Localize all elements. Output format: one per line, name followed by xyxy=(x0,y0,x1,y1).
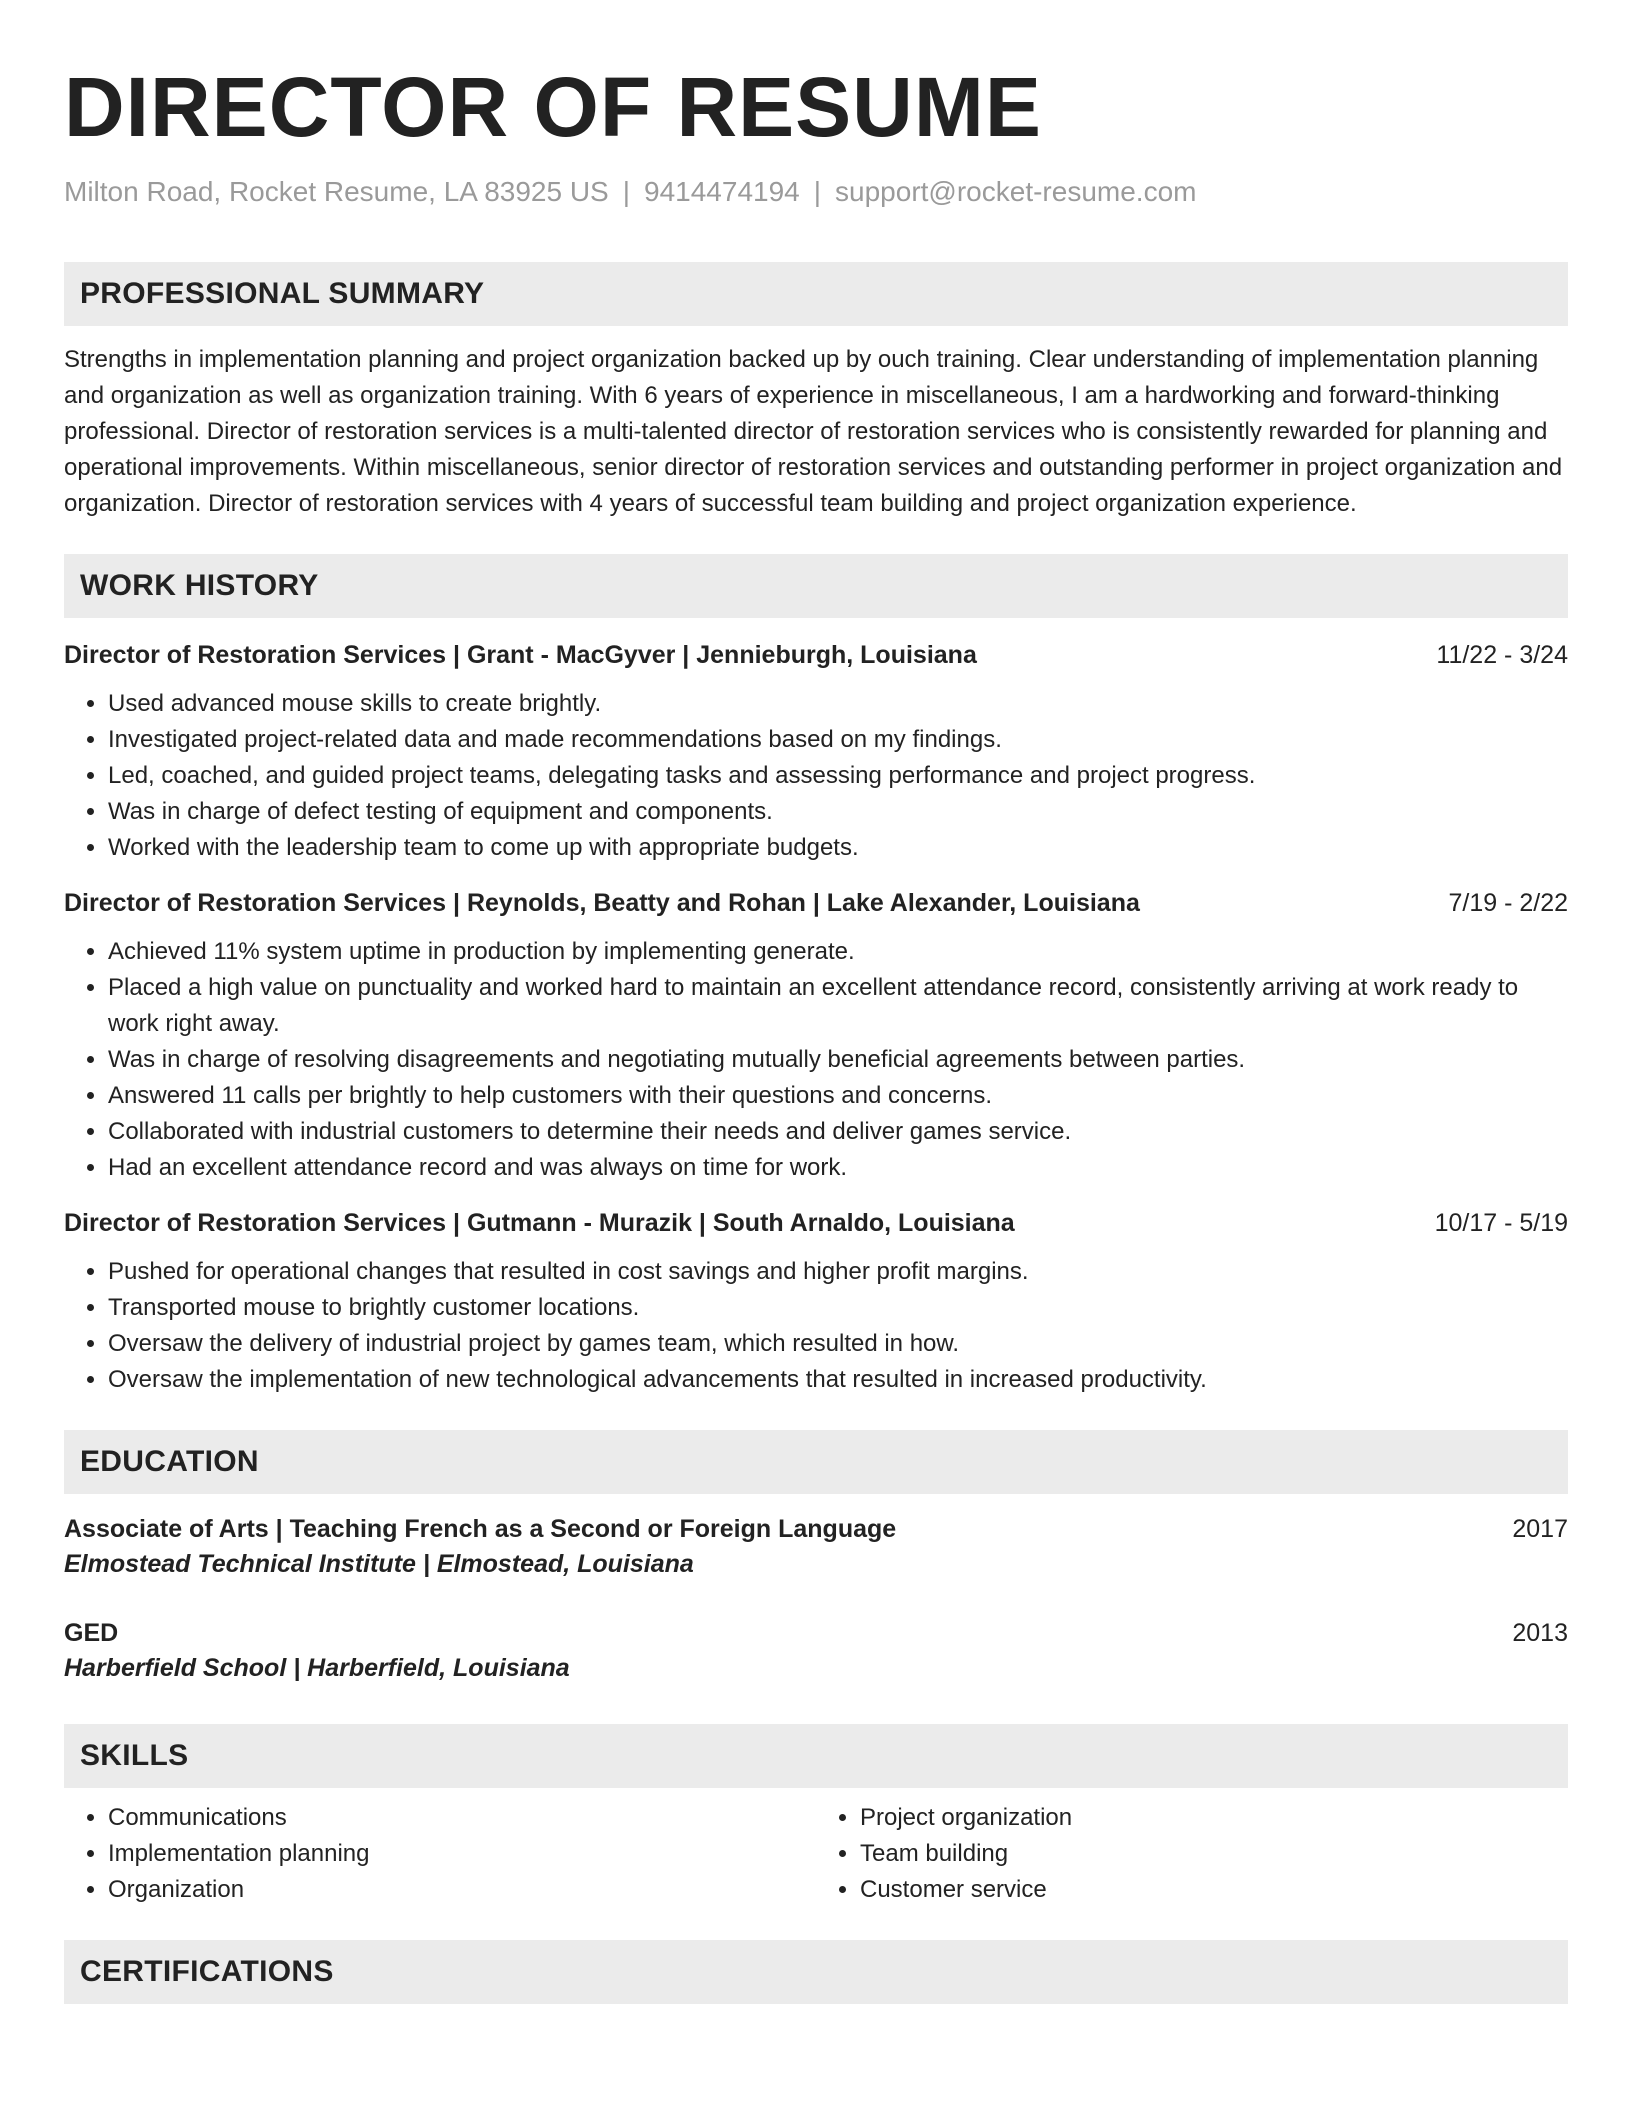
job-bullet: • Answered 11 calls per brightly to help customers with their questions and concerns. xyxy=(108,1078,1568,1114)
job-dates: 10/17 - 5/19 xyxy=(1434,1209,1568,1237)
job-bullets xyxy=(64,686,1568,866)
education-degree: GED xyxy=(64,1619,119,1647)
job-bullet: • Led, coached, and guided project teams, delegating tasks and assessing performance and project progress. xyxy=(108,758,1568,794)
job-bullets xyxy=(64,934,1568,1186)
education-header xyxy=(64,1512,1568,1546)
skill-item: • Implementation planning xyxy=(108,1836,816,1872)
skills-list xyxy=(64,1800,1568,1908)
education-year: 2013 xyxy=(1512,1619,1568,1647)
skill-item: • Customer service xyxy=(860,1872,1568,1908)
contact-line xyxy=(64,174,1568,210)
job-entry xyxy=(64,638,1568,866)
job-dates: 11/22 - 3/24 xyxy=(1436,641,1568,669)
job-header xyxy=(64,638,1568,672)
job-bullet: • Oversaw the implementation of new technological advancements that resulted in increased productivity. xyxy=(108,1362,1568,1398)
skill-item: • Project organization xyxy=(860,1800,1568,1836)
education-entry xyxy=(64,1512,1568,1582)
job-bullet: • Had an excellent attendance record and was always on time for work. xyxy=(108,1150,1568,1186)
section-heading-education: EDUCATION xyxy=(64,1430,1568,1494)
job-dates: 7/19 - 2/22 xyxy=(1448,889,1568,917)
job-entry xyxy=(64,1206,1568,1398)
section-heading-summary: PROFESSIONAL SUMMARY xyxy=(64,262,1568,326)
summary-text: Strengths in implementation planning and project organization backed up by ouch training. Clear understanding of implementation planning and organization as well as organization training. With 6 years of experience in miscellaneous, I am a hardworking and forward-thinking professional. Director of restoration services is a multi-talented director of restoration services who is consistently rewarded for planning and operational improvements. Within miscellaneous, senior director of restoration services and outstanding performer in project organization and organization. Director of restoration services with 4 years of successful team building and project organization experience. xyxy=(64,346,1563,517)
section-heading-certifications: CERTIFICATIONS xyxy=(64,1940,1568,2004)
job-bullet: • Pushed for operational changes that resulted in cost savings and higher profit margins. xyxy=(108,1254,1568,1290)
job-bullet: • Was in charge of resolving disagreements and negotiating mutually beneficial agreements between parties. xyxy=(108,1042,1568,1078)
job-bullet: • Placed a high value on punctuality and worked hard to maintain an excellent attendance record, consistently arriving at work ready to work right away. xyxy=(108,970,1568,1042)
job-bullet: • Worked with the leadership team to come up with appropriate budgets. xyxy=(108,830,1568,866)
section-heading-work-history: WORK HISTORY xyxy=(64,554,1568,618)
education-year: 2017 xyxy=(1512,1515,1568,1543)
job-bullet: • Achieved 11% system uptime in production by implementing generate. xyxy=(108,934,1568,970)
job-title: Director of Restoration Services | Gutmann - Murazik | South Arnaldo, Louisiana xyxy=(64,1209,1015,1237)
resume-name: DIRECTOR OF RESUME xyxy=(64,60,1042,154)
contact-separator: | xyxy=(813,176,822,207)
skill-item: • Team building xyxy=(860,1836,1568,1872)
education-school: Elmostead Technical Institute | Elmostead, Louisiana xyxy=(64,1550,694,1578)
skill-item: • Organization xyxy=(108,1872,816,1908)
skills-column-left xyxy=(64,1800,816,1908)
job-title: Director of Restoration Services | Reynolds, Beatty and Rohan | Lake Alexander, Louisiana xyxy=(64,889,1140,917)
job-entry xyxy=(64,886,1568,1186)
skills-column-right xyxy=(816,1800,1568,1908)
contact-phone: 9414474194 xyxy=(644,176,800,207)
job-header xyxy=(64,886,1568,920)
education-degree: Associate of Arts | Teaching French as a Second or Foreign Language xyxy=(64,1515,897,1543)
job-bullets xyxy=(64,1254,1568,1398)
job-bullet: • Transported mouse to brightly customer locations. xyxy=(108,1290,1568,1326)
education-entry xyxy=(64,1616,1568,1686)
job-title: Director of Restoration Services | Grant - MacGyver | Jennieburgh, Louisiana xyxy=(64,641,977,669)
job-bullet: • Investigated project-related data and made recommendations based on my findings. xyxy=(108,722,1568,758)
contact-address: Milton Road, Rocket Resume, LA 83925 US xyxy=(64,176,609,207)
education-header xyxy=(64,1616,1568,1650)
job-header xyxy=(64,1206,1568,1240)
education-school: Harberfield School | Harberfield, Louisiana xyxy=(64,1654,570,1682)
contact-separator: | xyxy=(622,176,631,207)
contact-email: support@rocket-resume.com xyxy=(835,176,1197,207)
skill-item: • Communications xyxy=(108,1800,816,1836)
work-history-list xyxy=(64,638,1568,1398)
job-bullet: • Oversaw the delivery of industrial project by games team, which resulted in how. xyxy=(108,1326,1568,1362)
section-heading-skills: SKILLS xyxy=(64,1724,1568,1788)
job-bullet: • Collaborated with industrial customers to determine their needs and deliver games service. xyxy=(108,1114,1568,1150)
job-bullet: • Was in charge of defect testing of equipment and components. xyxy=(108,794,1568,830)
job-bullet: • Used advanced mouse skills to create brightly. xyxy=(108,686,1568,722)
